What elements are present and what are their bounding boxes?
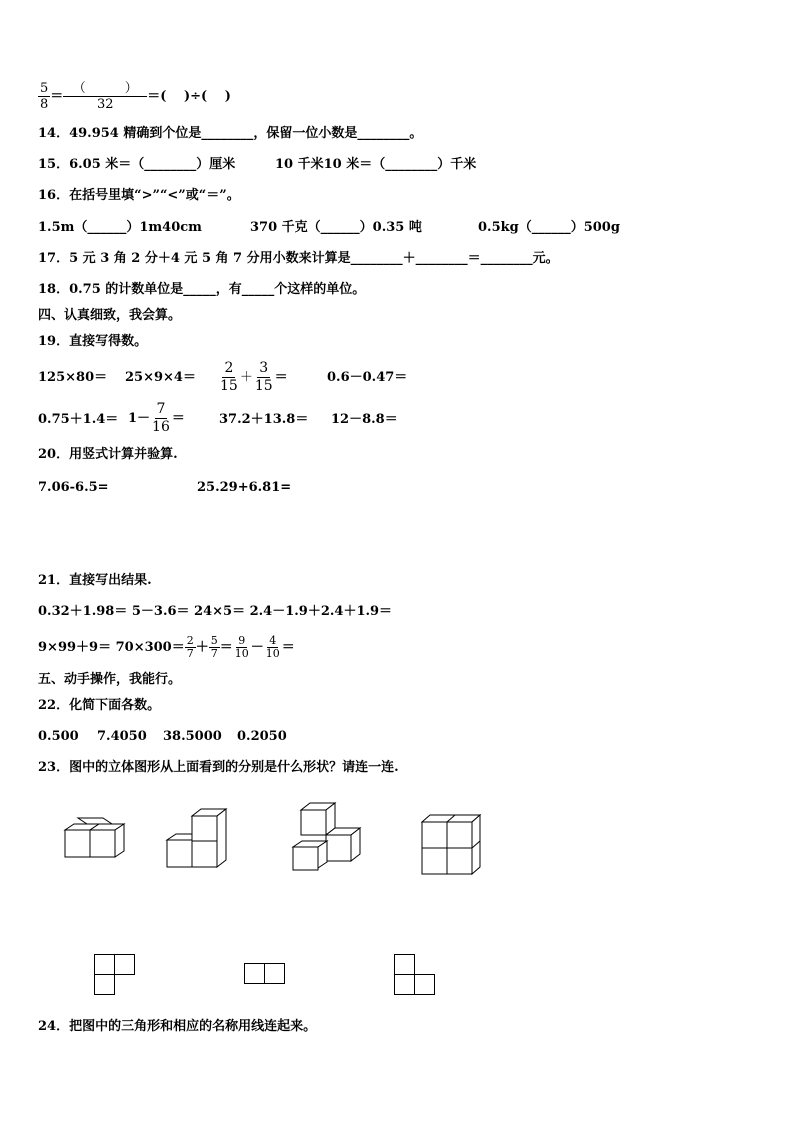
fraction-5-8: $\frac{5}{8}$ — [40, 81, 49, 112]
q16c: 0.5kg（______）500g — [478, 220, 620, 235]
q22-stem: 22．化简下面各数。 — [38, 698, 161, 713]
q19-r2c: 37.2＋13.8＝ — [219, 412, 309, 427]
q22-num-4: 0.2050 — [237, 729, 287, 744]
q16a: 1.5m（______）1m40cm — [38, 220, 202, 235]
q19-r1a: 125×80＝ — [38, 370, 108, 385]
cube-figure-3 — [288, 800, 363, 874]
cube-figure-4 — [418, 812, 488, 878]
fraction-3-15: $\frac{3}{15}$ — [254, 360, 273, 394]
q24-stem: 24．把图中的三角形和相应的名称用线连起来。 — [38, 1019, 317, 1034]
q21-stem: 21．直接写出结果. — [38, 573, 152, 588]
q20-stem: 20．用竖式计算并验算. — [38, 447, 178, 462]
cube-figure-1 — [60, 818, 130, 868]
q19-stem: 19．直接写得数。 — [38, 334, 148, 349]
top-view-l-shape — [94, 954, 136, 996]
fraction-7-16: $\frac{7}{16}$ — [152, 401, 170, 435]
q20a: 7.06-6.5= — [38, 480, 109, 495]
fraction-2-15: $\frac{2}{15}$ — [220, 360, 238, 394]
q20b: 25.29+6.81= — [197, 480, 292, 495]
q23-stem: 23．图中的立体图形从上面看到的分别是什么形状？请连一连. — [38, 760, 399, 775]
q16-stem: 16．在括号里填“>”“<”或“＝”。 — [38, 188, 240, 203]
section4-heading: 四、认真细致，我会算。 — [38, 308, 182, 323]
q21-r1: 0.32＋1.98＝ 5－3.6＝ 24×5＝ 2.4－1.9＋2.4＋1.9＝ — [38, 604, 393, 619]
q19-r2d: 12－8.8＝ — [331, 412, 398, 427]
fraction-2-7: $\frac{2}{7}$ — [186, 634, 194, 660]
q22-num-3: 38.5000 — [163, 729, 222, 744]
q17-line: 17．5 元 3 角 2 分＋4 元 5 角 7 分用小数来计算是________＋________＝________元。 — [38, 251, 559, 266]
q19-r1c: $\frac{2}{15}$ ＋ $\frac{3}{15}$ ＝ — [220, 360, 288, 394]
q19-r1b: 25×9×4＝ — [125, 370, 196, 385]
q19-r2a: 0.75＋1.4＝ — [38, 412, 119, 427]
q14-line: 14．49.954 精确到个位是________，保留一位小数是________。 — [38, 126, 423, 141]
q22-num-2: 7.4050 — [97, 729, 147, 744]
q19-r1d: 0.6－0.47＝ — [327, 370, 408, 385]
q22-num-1: 0.500 — [38, 729, 79, 744]
fraction-blank-32: $\frac{( )}{32}$ — [63, 81, 147, 112]
fraction-9-10: $\frac{9}{10}$ — [234, 634, 249, 660]
top-view-two-squares — [244, 963, 286, 985]
top-view-reverse-l-shape — [394, 954, 436, 996]
fraction-4-10: $\frac{4}{10}$ — [265, 634, 280, 660]
q18-line: 18．0.75 的计数单位是_____，有_____个这样的单位。 — [38, 282, 366, 297]
q15b-line: 10 千米10 米＝（________）千米 — [275, 157, 477, 172]
q16b: 370 千克（______）0.35 吨 — [250, 220, 422, 235]
section5-heading: 五、动手操作，我能行。 — [38, 672, 182, 687]
q21-r2: 9×99＋9＝ 70×300＝ $\frac{2}{7}$ ＋ $\frac{5}{7}$ ＝ $\frac{9}{10}$ － $\frac{4}{10}$ ＝ — [38, 634, 295, 660]
q13-line: $\frac{5}{8}$ ＝ $\frac{( )}{32}$ ＝( )÷( ) — [40, 81, 231, 112]
q15a-line: 15．6.05 米＝（________）厘米 — [38, 157, 236, 172]
cube-figure-2 — [162, 806, 232, 870]
fraction-5-7: $\frac{5}{7}$ — [210, 634, 218, 660]
q19-r2b: 1－ $\frac{7}{16}$ ＝ — [128, 401, 185, 435]
